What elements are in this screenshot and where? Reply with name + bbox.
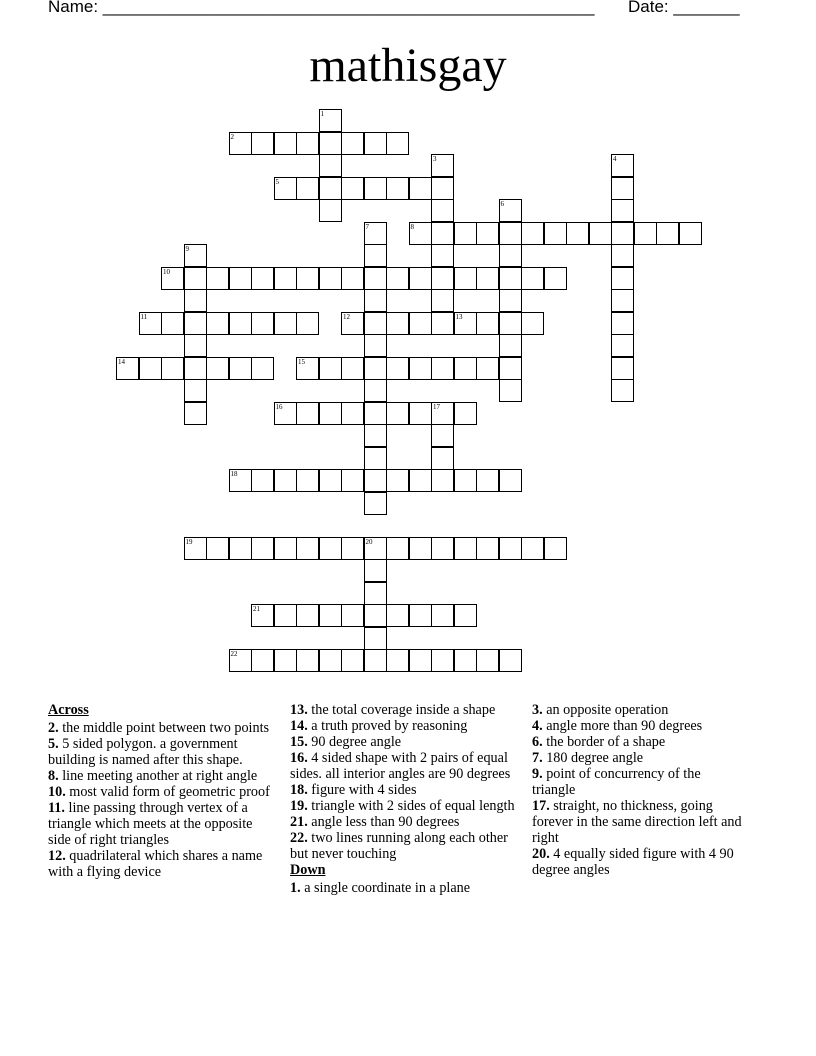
clue-number-label: 5. (48, 736, 59, 752)
grid-cell[interactable] (161, 357, 184, 380)
grid-cell[interactable] (184, 289, 207, 312)
clue-text: an opposite operation (542, 702, 669, 718)
grid-cell[interactable] (206, 267, 229, 290)
grid-cell[interactable] (679, 222, 702, 245)
grid-cell[interactable] (386, 132, 409, 155)
grid-cell[interactable] (454, 222, 477, 245)
clue-number-label: 7. (532, 750, 543, 766)
grid-cell[interactable] (521, 537, 544, 560)
grid-cell[interactable] (229, 357, 252, 380)
grid-cell[interactable] (454, 267, 477, 290)
grid-cell[interactable] (476, 222, 499, 245)
grid-cell[interactable] (431, 604, 454, 627)
grid-cell[interactable] (364, 424, 387, 447)
grid-cell[interactable] (386, 267, 409, 290)
name-field-label: Name: ____________________________________________________ (48, 0, 595, 16)
clues-column-1 (48, 702, 270, 880)
grid-cell[interactable] (589, 222, 612, 245)
clue-text: angle less than 90 degrees (307, 814, 460, 830)
grid-cell[interactable] (184, 267, 207, 290)
clue-number-label: 11. (48, 800, 65, 816)
grid-cell[interactable] (319, 357, 342, 380)
grid-cell[interactable] (454, 469, 477, 492)
grid-cell[interactable] (454, 604, 477, 627)
grid-cell[interactable] (386, 357, 409, 380)
grid-cell[interactable] (409, 267, 432, 290)
grid-cell[interactable] (319, 537, 342, 560)
grid-cell[interactable] (499, 379, 522, 402)
grid-cell[interactable] (454, 357, 477, 380)
grid-cell[interactable] (386, 177, 409, 200)
clue-number: 19 (185, 537, 193, 546)
clue-item (48, 736, 270, 768)
grid-cell[interactable] (409, 604, 432, 627)
clue-item (532, 766, 744, 798)
grid-cell[interactable] (431, 199, 454, 222)
grid-cell[interactable] (476, 357, 499, 380)
grid-cell[interactable] (341, 267, 364, 290)
grid-cell[interactable] (364, 582, 387, 605)
grid-cell[interactable] (409, 537, 432, 560)
clue-text: 4 sided shape with 2 pairs of equal sides. all interior angles are 90 degrees (290, 750, 511, 782)
clue-number: 11 (140, 312, 148, 321)
clue-item (532, 718, 744, 734)
grid-cell[interactable] (409, 357, 432, 380)
grid-cell[interactable] (319, 649, 342, 672)
grid-cell[interactable] (364, 604, 387, 627)
grid-cell[interactable] (184, 402, 207, 425)
grid-cell[interactable] (409, 402, 432, 425)
clue-text: two lines running along each other but never touching (290, 830, 508, 862)
grid-cell[interactable] (229, 312, 252, 335)
grid-cell[interactable] (431, 267, 454, 290)
grid-cell[interactable] (364, 132, 387, 155)
grid-cell[interactable] (251, 312, 274, 335)
clue-item (48, 848, 270, 880)
clue-text: figure with 4 sides (307, 782, 417, 798)
clue-item (532, 734, 744, 750)
grid-cell[interactable] (611, 312, 634, 335)
clue-number-label: 16. (290, 750, 308, 766)
grid-cell[interactable] (431, 447, 454, 470)
clue-text: the total coverage inside a shape (307, 702, 496, 718)
grid-cell[interactable] (364, 469, 387, 492)
clue-text: point of concurrency of the triangle (532, 766, 701, 798)
clue-item (290, 798, 526, 814)
grid-cell[interactable] (229, 267, 252, 290)
grid-cell[interactable] (364, 627, 387, 650)
grid-cell[interactable] (319, 604, 342, 627)
grid-cell[interactable] (364, 402, 387, 425)
clue-number-label: 18. (290, 782, 308, 798)
grid-cell[interactable] (364, 267, 387, 290)
clue-number: 1 (320, 110, 324, 118)
clue-item (290, 734, 526, 750)
grid-cell[interactable] (364, 649, 387, 672)
clue-item (532, 798, 744, 846)
grid-cell[interactable] (364, 334, 387, 357)
clue-number: 15 (298, 357, 305, 366)
grid-cell[interactable] (409, 649, 432, 672)
clue-number-label: 17. (532, 798, 550, 814)
grid-cell[interactable] (229, 537, 252, 560)
grid-cell[interactable] (341, 537, 364, 560)
grid-cell[interactable] (296, 132, 319, 155)
grid-cell[interactable] (296, 469, 319, 492)
clue-number-label: 12. (48, 848, 66, 864)
grid-cell[interactable] (431, 469, 454, 492)
grid-cell[interactable] (319, 267, 342, 290)
clue-number-label: 3. (532, 702, 543, 718)
clue-number-label: 10. (48, 784, 66, 800)
grid-cell[interactable] (476, 312, 499, 335)
clue-text: a single coordinate in a plane (300, 880, 471, 896)
clue-text: straight, no thickness, going forever in the same direction left and right (532, 798, 742, 846)
clue-text: 4 equally sided figure with 4 90 degree angles (532, 846, 734, 878)
date-field-label: Date: _______ (628, 0, 740, 16)
clue-item (48, 800, 270, 848)
grid-cell[interactable] (274, 469, 297, 492)
grid-cell[interactable] (364, 289, 387, 312)
clue-number-label: 1. (290, 880, 301, 896)
clues-column-3 (532, 702, 744, 878)
grid-cell[interactable] (296, 267, 319, 290)
down-heading: Down (290, 862, 326, 878)
grid-cell[interactable] (319, 469, 342, 492)
grid-cell[interactable] (431, 244, 454, 267)
grid-cell[interactable] (206, 312, 229, 335)
grid-cell[interactable] (521, 312, 544, 335)
puzzle-title: mathisgay (309, 39, 507, 92)
grid-cell[interactable] (611, 334, 634, 357)
grid-cell[interactable] (341, 402, 364, 425)
grid-cell[interactable] (386, 604, 409, 627)
clue-number: 3 (433, 155, 437, 163)
grid-cell[interactable] (341, 469, 364, 492)
clue-number: 8 (410, 222, 414, 231)
grid-cell[interactable] (364, 177, 387, 200)
grid-cell[interactable] (454, 537, 477, 560)
grid-cell[interactable] (499, 222, 522, 245)
grid-cell[interactable] (364, 492, 387, 515)
grid-cell[interactable] (274, 312, 297, 335)
grid-cell[interactable] (431, 222, 454, 245)
grid-cell[interactable] (296, 604, 319, 627)
grid-cell[interactable] (296, 177, 319, 200)
clue-item (48, 768, 270, 784)
clue-text: angle more than 90 degrees (542, 718, 703, 734)
clue-text: 90 degree angle (307, 734, 402, 750)
clue-number: 17 (433, 402, 440, 411)
grid-cell[interactable] (386, 537, 409, 560)
grid-cell[interactable] (139, 357, 162, 380)
clue-item (48, 720, 270, 736)
clue-number: 7 (365, 222, 369, 231)
grid-cell[interactable] (611, 222, 634, 245)
grid-cell[interactable] (431, 537, 454, 560)
grid-cell[interactable] (184, 334, 207, 357)
grid-cell[interactable] (364, 312, 387, 335)
clue-number-label: 15. (290, 734, 308, 750)
grid-cell[interactable] (364, 244, 387, 267)
grid-cell[interactable] (454, 402, 477, 425)
grid-cell[interactable] (409, 312, 432, 335)
grid-cell[interactable] (499, 469, 522, 492)
grid-cell[interactable] (206, 537, 229, 560)
clues-column-2 (290, 702, 526, 896)
clue-number: 6 (500, 200, 504, 208)
clue-text: the middle point between two points (58, 720, 270, 736)
grid-cell[interactable] (611, 199, 634, 222)
clue-text: line meeting another at right angle (58, 768, 258, 784)
clue-text: 5 sided polygon. a government building is named after this shape. (48, 736, 243, 768)
clue-number-label: 14. (290, 718, 308, 734)
grid-cell[interactable] (251, 267, 274, 290)
clue-number-label: 13. (290, 702, 308, 718)
clue-item (532, 750, 744, 766)
grid-cell[interactable] (296, 312, 319, 335)
grid-cell[interactable] (251, 357, 274, 380)
clue-number-label: 2. (48, 720, 59, 736)
clue-item (290, 782, 526, 798)
grid-cell[interactable] (184, 379, 207, 402)
clue-number: 12 (343, 312, 350, 321)
grid-cell[interactable] (476, 537, 499, 560)
grid-cell[interactable] (499, 312, 522, 335)
grid-cell[interactable] (431, 424, 454, 447)
grid-cell[interactable] (364, 447, 387, 470)
grid-cell[interactable] (161, 312, 184, 335)
grid-cell[interactable] (364, 379, 387, 402)
grid-cell[interactable] (386, 312, 409, 335)
grid-cell[interactable] (431, 177, 454, 200)
grid-cell[interactable] (521, 267, 544, 290)
grid-cell[interactable] (431, 649, 454, 672)
grid-cell[interactable] (544, 537, 567, 560)
clue-number: 22 (230, 650, 238, 658)
grid-cell[interactable] (476, 469, 499, 492)
grid-cell[interactable] (341, 177, 364, 200)
clue-text: line passing through vertex of a triangle which meets at the opposite side of right triangles (48, 800, 253, 848)
grid-cell[interactable] (274, 649, 297, 672)
grid-cell[interactable] (274, 604, 297, 627)
grid-cell[interactable] (476, 267, 499, 290)
clue-text: the border of a shape (542, 734, 666, 750)
grid-cell[interactable] (499, 289, 522, 312)
grid-cell[interactable] (251, 649, 274, 672)
clue-number: 4 (613, 155, 617, 163)
grid-cell[interactable] (499, 537, 522, 560)
grid-cell[interactable] (341, 132, 364, 155)
grid-cell[interactable] (319, 199, 342, 222)
grid-cell[interactable] (544, 267, 567, 290)
grid-cell[interactable] (431, 289, 454, 312)
grid-cell[interactable] (634, 222, 657, 245)
grid-cell[interactable] (296, 537, 319, 560)
grid-cell[interactable] (499, 649, 522, 672)
grid-cell[interactable] (296, 402, 319, 425)
grid-cell[interactable] (274, 132, 297, 155)
clue-number: 9 (185, 245, 189, 253)
grid-cell[interactable] (386, 649, 409, 672)
clue-number: 16 (275, 402, 283, 411)
clue-text: triangle with 2 sides of equal length (307, 798, 515, 814)
clue-number-label: 22. (290, 830, 308, 846)
clue-item (290, 702, 526, 718)
grid-cell[interactable] (274, 537, 297, 560)
grid-cell[interactable] (499, 267, 522, 290)
grid-cell[interactable] (364, 357, 387, 380)
clue-item (290, 880, 526, 896)
clue-item (290, 718, 526, 734)
grid-cell[interactable] (184, 357, 207, 380)
clue-number: 10 (163, 267, 170, 276)
clue-number: 2 (230, 132, 234, 141)
grid-cell[interactable] (611, 244, 634, 267)
grid-cell[interactable] (319, 154, 342, 177)
grid-cell[interactable] (341, 604, 364, 627)
clue-number: 18 (230, 470, 238, 478)
grid-cell[interactable] (454, 649, 477, 672)
grid-cell[interactable] (364, 559, 387, 582)
grid-cell[interactable] (499, 357, 522, 380)
clue-number: 13 (455, 312, 463, 321)
clue-number: 21 (253, 605, 260, 613)
grid-cell[interactable] (409, 469, 432, 492)
across-heading: Across (48, 702, 89, 718)
grid-cell[interactable] (341, 357, 364, 380)
grid-cell[interactable] (409, 177, 432, 200)
clue-number-label: 4. (532, 718, 543, 734)
clue-item (532, 846, 744, 878)
grid-cell[interactable] (386, 469, 409, 492)
grid-cell[interactable] (296, 649, 319, 672)
grid-cell[interactable] (251, 132, 274, 155)
grid-cell[interactable] (499, 334, 522, 357)
grid-cell[interactable] (521, 222, 544, 245)
grid-cell[interactable] (611, 289, 634, 312)
grid-cell[interactable] (184, 312, 207, 335)
clue-number: 14 (118, 357, 125, 366)
clue-number-label: 19. (290, 798, 308, 814)
grid-cell[interactable] (341, 649, 364, 672)
clue-number-label: 20. (532, 846, 550, 862)
clue-item (532, 702, 744, 718)
clue-item (290, 814, 526, 830)
grid-cell[interactable] (544, 222, 567, 245)
grid-cell[interactable] (274, 267, 297, 290)
clue-number-label: 8. (48, 768, 59, 784)
clue-number: 5 (275, 177, 279, 186)
clue-number: 20 (365, 537, 373, 546)
grid-cell[interactable] (611, 379, 634, 402)
grid-cell[interactable] (431, 312, 454, 335)
grid-cell[interactable] (319, 132, 342, 155)
grid-cell[interactable] (566, 222, 589, 245)
grid-cell[interactable] (611, 357, 634, 380)
clue-text: quadrilateral which shares a name with a flying device (48, 848, 263, 880)
grid-cell[interactable] (611, 177, 634, 200)
clue-item (290, 750, 526, 782)
clue-text: a truth proved by reasoning (307, 718, 468, 734)
grid-cell[interactable] (499, 244, 522, 267)
grid-cell[interactable] (251, 537, 274, 560)
grid-cell[interactable] (476, 649, 499, 672)
grid-cell[interactable] (386, 402, 409, 425)
grid-cell[interactable] (431, 357, 454, 380)
clue-text: most valid form of geometric proof (65, 784, 270, 800)
clue-item (48, 784, 270, 800)
clue-number-label: 21. (290, 814, 308, 830)
clue-number-label: 6. (532, 734, 543, 750)
clue-text: 180 degree angle (542, 750, 644, 766)
clue-item (290, 830, 526, 862)
grid-cell[interactable] (656, 222, 679, 245)
grid-cell[interactable] (206, 357, 229, 380)
grid-cell[interactable] (251, 469, 274, 492)
grid-cell[interactable] (611, 267, 634, 290)
clue-number-label: 9. (532, 766, 543, 782)
grid-cell[interactable] (319, 402, 342, 425)
grid-cell[interactable] (319, 177, 342, 200)
